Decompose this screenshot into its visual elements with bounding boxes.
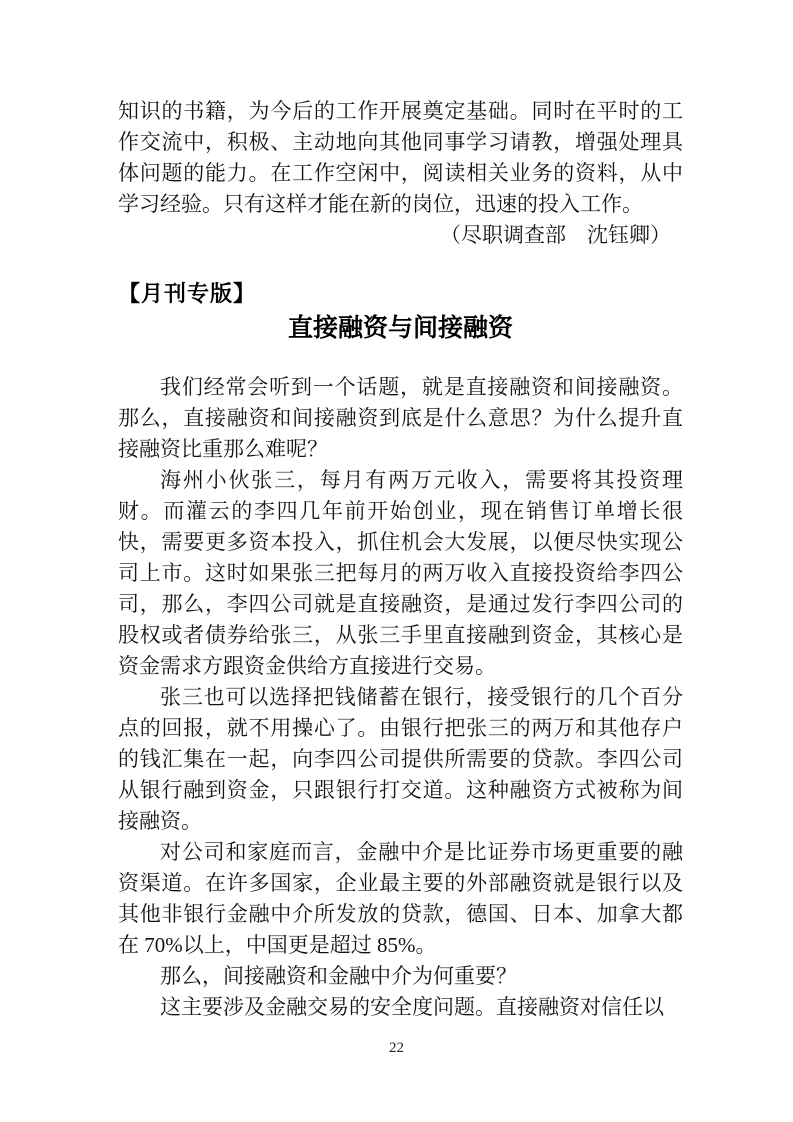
page-content	[118, 96, 683, 1023]
body-paragraph: 这主要涉及金融交易的安全度问题。直接融资对信任以	[160, 995, 664, 1019]
body-paragraph: 海州小伙张三，每月有两万元收入，需要将其投资理财。而灌云的李四几年前开始创业，现在销售订单增长很快，需要更多资本投入，抓住机会大发展，以便尽快实现公司上市。这时如果张三把每月的两万收入直接投资给李四公司，那么，李四公司就是直接融资，是通过发行李四公司的股权或者债券给张三，从张三手里直接融到资金，其核心是资金需求方跟资金供给方直接进行交易。	[118, 468, 683, 678]
body-paragraph: 我们经常会听到一个话题，就是直接融资和间接融资。那么，直接融资和间接融资到底是什么意思？为什么提升直接融资比重那么难呢？	[118, 375, 683, 461]
body-paragraph: 张三也可以选择把钱储蓄在银行，接受银行的几个百分点的回报，就不用操心了。由银行把张三的两万和其他存户的钱汇集在一起，向李四公司提供所需要的贷款。李四公司从银行融到资金，只跟银行打交道。这种融资方式被称为间接融资。	[118, 685, 683, 833]
continuation-paragraph: 知识的书籍，为今后的工作开展奠定基础。同时在平时的工作交流中，积极、主动地向其他同事学习请教，增强处理具体问题的能力。在工作空闲中，阅读相关业务的资料，从中学习经验。只有这样才能在新的岗位，迅速的投入工作。	[118, 99, 683, 216]
body-paragraph: 对公司和家庭而言，金融中介是比证券市场更重要的融资渠道。在许多国家，企业最主要的外部融资就是银行以及其他非银行金融中介所发放的贷款，德国、日本、加拿大都在 70%以上，中国更是超过 85%。	[118, 840, 683, 957]
section-label: 【月刊专版】	[118, 281, 257, 306]
article-title: 直接融资与间接融资	[287, 314, 513, 342]
page-number: 22	[389, 1040, 404, 1056]
body-paragraph: 那么，间接融资和金融中介为何重要？	[160, 964, 517, 988]
article-body	[118, 372, 683, 1023]
signature-line: （尽职调查部 沈钰卿）	[440, 223, 671, 247]
